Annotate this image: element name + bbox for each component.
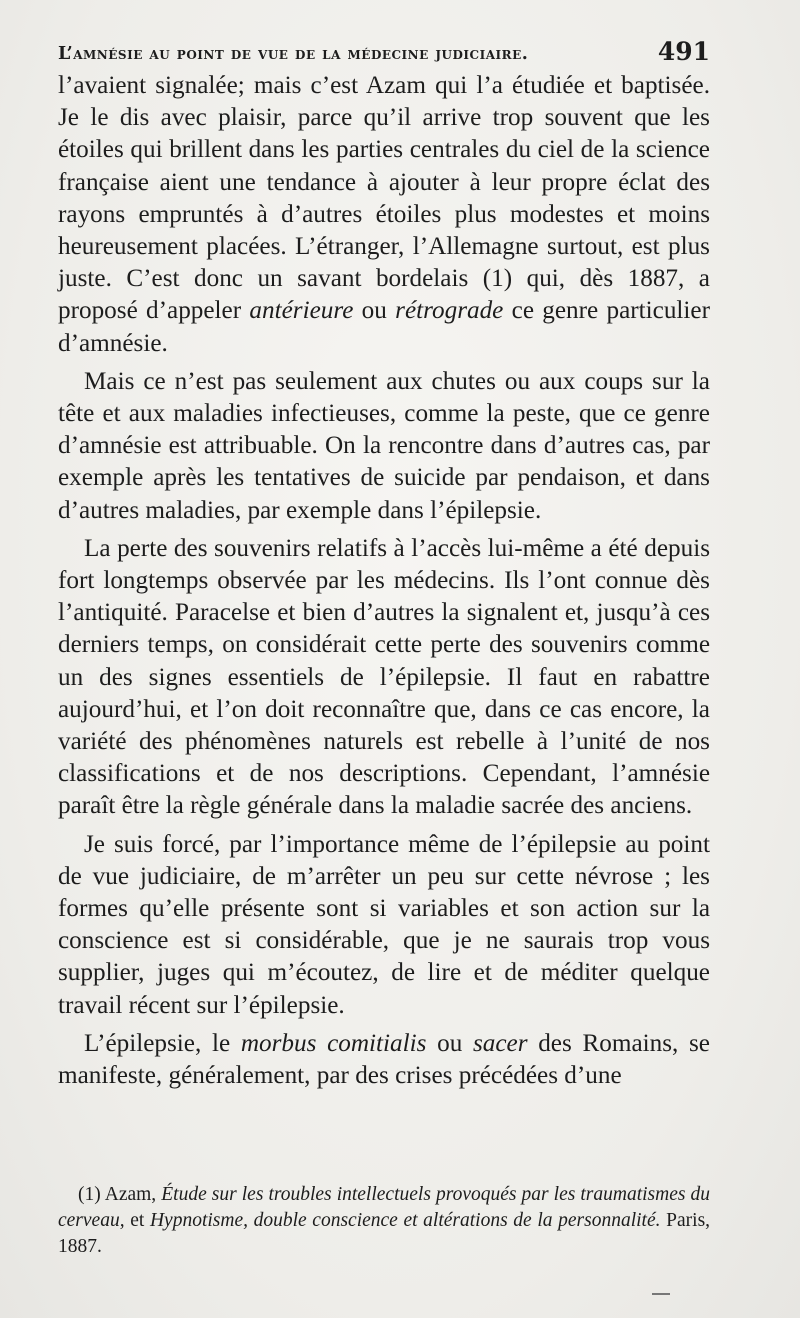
paragraph-3: La perte des souvenirs relatifs à l’accès lui-même a été depuis fort longtemps observée par les médecins. Ils l’ont connue dès l’antiquité. Paracelse et bien d’autres la signalent et, jusqu’à ces derniers temps, on considérait cette perte des souvenirs comme un des signes essentiels de l’épilepsie. Il faut en rabattre aujourd’hui, et l’on doit reconnaître que, dans ce cas encore, la variété des phénomènes naturels est rebelle à l’unité de nos classifications et de nos descriptions. Cependant, l’amnésie paraît être la règle générale dans la maladie sacrée des anciens. [58,534,710,820]
paragraph-5: L’épilepsie, le morbus comitialis ou sacer des Romains, se manifeste, généralement, par des crises précédées d’une [58,1029,710,1090]
footnote [58,1182,710,1260]
running-head: L’amnésie au point de vue de la médecine judiciaire. [58,44,529,64]
footnote-author: Azam, [104,1184,157,1205]
footnote-imprint: Paris, 1887. [58,1210,711,1257]
footnote-connector: et [130,1210,145,1231]
body-text [58,70,710,1092]
paragraph-2: Mais ce n’est pas seulement aux chutes ou aux coups sur la tête et aux maladies infectieuses, comme la peste, que ce genre d’amnésie est attribuable. On la rencontre dans d’autres cas, par exemple après les tentatives de suicide par pendaison, et dans d’autres maladies, par exemple dans l’épilepsie. [58,367,710,524]
page-number: 491 [657,37,710,66]
paragraph-4: Je suis forcé, par l’importance même de l’épilepsie au point de vue judiciaire, de m’arrêter un peu sur cette névrose ; les formes qu’elle présente sont si variables et son action sur la conscience est si considérable, que je ne saurais trop vous supplier, juges qui m’écoutez, de lire et de méditer quelque travail récent sur l’épilepsie. [58,830,710,1019]
page-header [58,30,710,64]
paragraph-1: l’avaient signalée; mais c’est Azam qui l’a étudiée et baptisée. Je le dis avec plaisir, parce qu’il arrive trop souvent que les étoiles qui brillent dans les parties centrales du ciel de la science française aient une tendance à ajouter à leur propre éclat des rayons empruntés à d’autres étoiles plus modestes et moins heureusement placées. L’étranger, l’Allemagne surtout, est plus juste. C’est donc un savant bordelais (1) qui, dès 1887, a proposé d’appeler antérieure ou rétrograde ce genre particulier d’amnésie. [58,72,710,357]
footnote-title-1: Étude sur les troubles intellectuels provoqués par les traumatismes du cerveau, [58,1184,711,1231]
footnote-marker: (1) [78,1184,101,1205]
page-mark [652,1293,670,1295]
footnote-title-2: Hypnotisme, double conscience et altérations de la personnalité. [149,1210,661,1231]
